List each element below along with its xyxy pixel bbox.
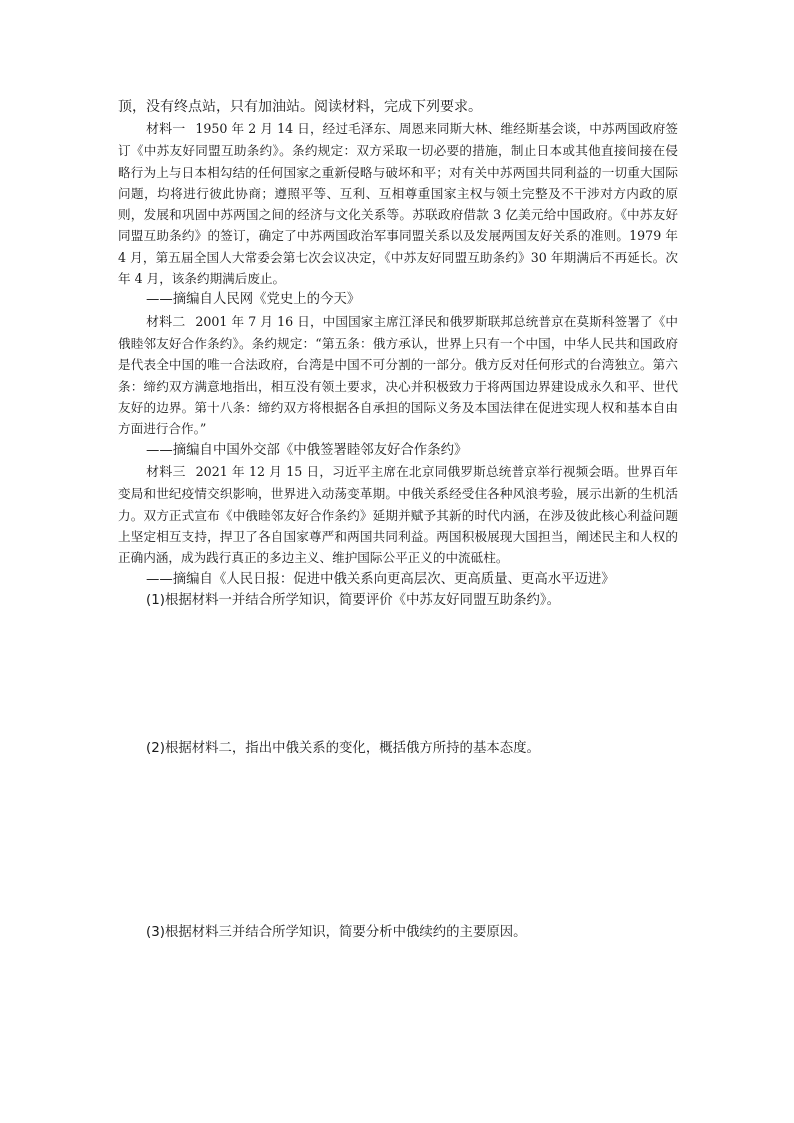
material-3-source: ——摘编自《人民日报：促进中俄关系向更高层次、更高质量、更高水平迈进》 xyxy=(146,571,615,587)
answer-space-2[interactable] xyxy=(118,760,678,922)
material-2-text: 2001 年 7 月 16 日，中国国家主席江泽民和俄罗斯联邦总统普京在莫斯科签署了《中俄睦邻友好合作条约》。条约规定：“第五条：俄方承认，世界上只有一个中国，中华人民共和国政府是代表全中国的唯一合法政府，台湾是中国不可分割的一部分。俄方反对任何形式的台湾独立。第六条：缔约双方满意地指出，相互没有领土要求，决心并积极致力于将两国边界建设成永久和平、世代友好的边界。第十八条：缔约双方将根据各自承担的国际义务及本国法律在促进实现人权和基本自由方面进行合作。” xyxy=(118,313,678,437)
document-page xyxy=(118,96,678,1094)
material-2-label: 材料二 xyxy=(146,314,186,330)
answer-space-1[interactable] xyxy=(118,612,678,738)
material-2 xyxy=(118,311,678,461)
material-1-text: 1950 年 2 月 14 日，经过毛泽东、周恩来同斯大林、维经斯基会谈，中苏两国政府签订《中苏友好同盟互助条约》。条约规定：双方采取一切必要的措施，制止日本或其他直接间接在侵略行为上与日本相勾结的任何国家之重新侵略与破坏和平；对有关中苏两国共同利益的一切重大国际问题，均将进行彼此协商；遵照平等、互利、互相尊重国家主权与领土完整及不干涉对方内政的原则，发展和巩固中苏两国之间的经济与文化关系等。苏联政府借款 3 亿美元给中国政府。《中苏友好同盟互助条约》的签订，确定了中苏两国政治军事同盟关系以及发展两国友好关系的准则。1979 年 4 月，第五届全国人大常委会第七次会议决定，《中苏友好同盟互助条约》30 年期满后不再延长。次年 4 月，该条约期满后废止。 xyxy=(118,121,678,287)
material-1-label: 材料一 xyxy=(146,122,186,137)
material-3-text: 2021 年 12 月 15 日，习近平主席在北京同俄罗斯总统普京举行视频会晤。世界百年变局和世纪疫情交织影响，世界进入动荡变革期。中俄关系经受住各种风浪考验，展示出新的生机活力。双方正式宣布《中俄睦邻友好合作条约》延期并赋予其新的时代内涵，在涉及彼此核心利益问题上坚定相互支持，捍卫了各自国家尊严和两国共同利益。两国积极展现大国担当，阐述民主和人权的正确内涵，成为践行真正的多边主义、维护国际公平正义的中流砥柱。 xyxy=(118,464,678,566)
question-1: (1)根据材料一并结合所学知识，简要评价《中苏友好同盟互助条约》。 xyxy=(146,593,560,609)
material-1 xyxy=(118,118,678,311)
question-2: (2)根据材料二，指出中俄关系的变化，概括俄方所持的基本态度。 xyxy=(146,741,540,757)
question-3: (3)根据材料三并结合所学知识，简要分析中俄续约的主要原因。 xyxy=(146,925,527,941)
material-1-source: ——摘编自人民网《党史上的今天》 xyxy=(146,292,361,308)
intro-text: 顶，没有终点站，只有加油站。阅读材料，完成下列要求。 xyxy=(118,99,482,115)
answer-space-3[interactable] xyxy=(118,944,678,1094)
material-2-source: ——摘编自中国外交部《中俄签署睦邻友好合作条约》 xyxy=(146,442,468,458)
material-3 xyxy=(118,461,678,590)
material-3-label: 材料三 xyxy=(146,465,186,481)
